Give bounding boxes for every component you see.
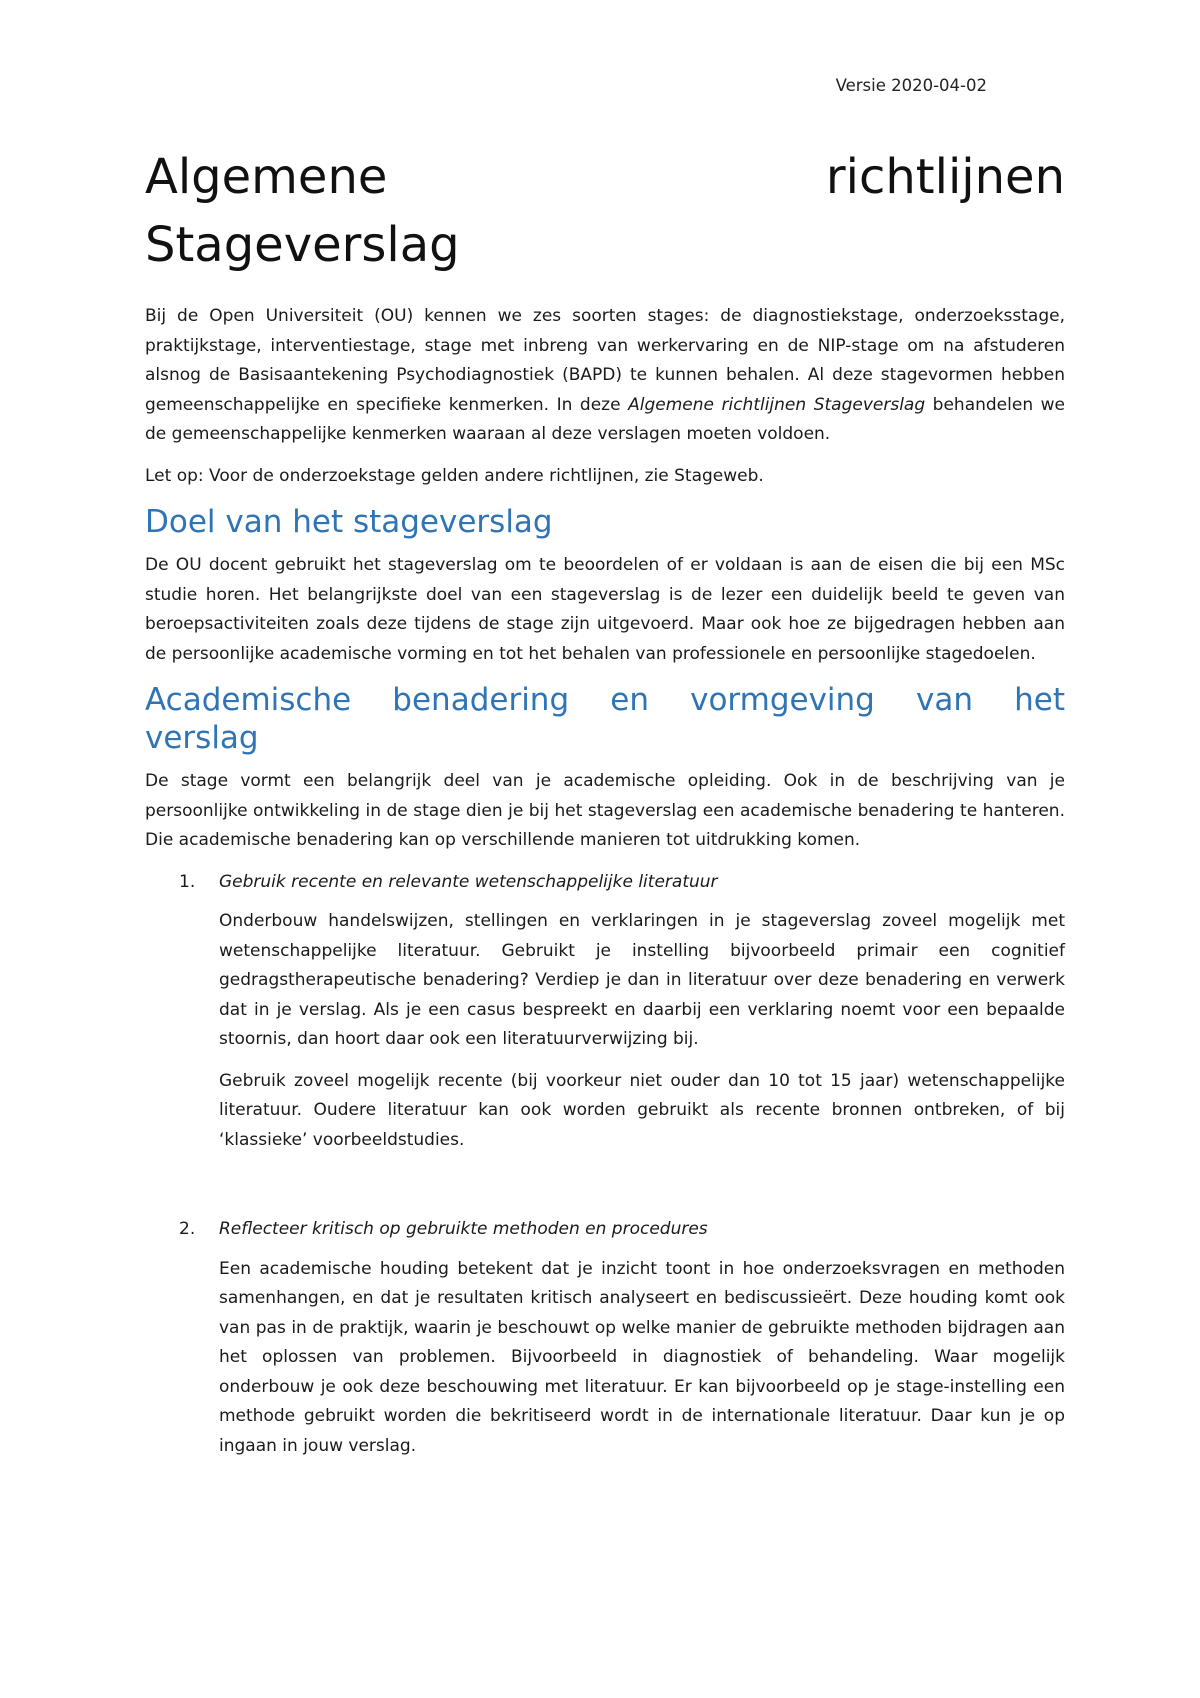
list-item-heading: Gebruik recente en relevante wetenschappelijke literatuur xyxy=(219,871,718,892)
intro-text-start: Bij de Open Universiteit (OU) kennen we zes soorten stages: de diagnostiekstage, onderzoeksstage, praktijkstage, interventiestage, stage met inbreng van werkervaring en de NIP-stage om na afstuderen alsnog de Basisaantekening Psychodiagnostiek (BAPD) te kunnen behalen. Al deze stagevormen hebben gemeenschappelijke en specifieke kenmerken. In deze xyxy=(145,306,1065,415)
intro-emphasis: Algemene richtlijnen Stageverslag xyxy=(628,394,926,415)
section-heading-academische xyxy=(145,681,1065,757)
list-item-heading: Reflecteer kritisch op gebruikte methoden en procedures xyxy=(219,1219,708,1239)
title-line-2: Stageverslag xyxy=(145,217,460,273)
list-item-paragraph: Gebruik zoveel mogelijk recente (bij voorkeur niet ouder dan 10 tot 15 jaar) wetenschappelijke literatuur. Oudere literatuur kan ook worden gebruikt als recente bronnen ontbreken, of bij ‘klassieke’ voorbeeldstudies. xyxy=(219,1070,1065,1150)
section-heading-line-2: verslag xyxy=(145,720,259,756)
note-paragraph: Let op: Voor de onderzoekstage gelden andere richtlijnen, zie Stageweb. xyxy=(145,465,764,486)
list-spacer xyxy=(145,1167,1065,1215)
list-item xyxy=(145,1215,1065,1461)
list-item-number: 1. xyxy=(179,871,196,892)
intro-text-end: behandelen we de gemeenschappelijke kenmerken waaraan al deze verslagen moeten voldoen. xyxy=(145,394,1065,444)
document-content xyxy=(145,302,1065,1473)
section-heading-doel: Doel van het stageverslag xyxy=(145,504,553,540)
version-label: Versie 2020-04-02 xyxy=(835,76,987,95)
list-item-number: 2. xyxy=(179,1219,196,1239)
list-item xyxy=(145,868,1065,1156)
academische-paragraph: De stage vormt een belangrijk deel van je academische opleiding. Ook in de beschrijving van je persoonlijke ontwikkeling in de stage dien je bij het stageverslag een academische benadering te hanteren. Die academische benadering kan op verschillende manieren tot uitdrukking komen. xyxy=(145,771,1065,850)
list-item-paragraph: Onderbouw handelswijzen, stellingen en verklaringen in je stageverslag zoveel mogelijk met wetenschappelijke literatuur. Gebruikt je instelling bijvoorbeeld primair een cognitief gedragstherapeutische benadering? Verdiep je dan in literatuur over deze benadering en verwerk dat in je verslag. Als je een casus bespreekt en daarbij een verklaring noemt voor een bepaalde stoornis, dan hoort daar ook een literatuurverwijzing bij. xyxy=(219,911,1065,1049)
guideline-list xyxy=(145,868,1065,1462)
intro-paragraph xyxy=(145,302,1065,450)
title-word-algemene: Algemene xyxy=(145,149,388,205)
title-line-1 xyxy=(145,143,1065,211)
document-title xyxy=(145,143,1065,279)
list-item-paragraph: Een academische houding betekent dat je inzicht toont in hoe onderzoeksvragen en methoden samenhangen, en dat je resultaten kritisch analyseert en bediscussieërt. Deze houding komt ook van pas in de praktijk, waarin je beschouwt op welke manier de gebruikte methoden bijdragen aan het oplossen van problemen. Bijvoorbeeld in diagnostiek of behandeling. Waar mogelijk onderbouw je ook deze beschouwing met literatuur. Er kan bijvoorbeeld op je stage-instelling een methode gebruikt worden die bekritiseerd wordt in de internationale literatuur. Daar kun je op ingaan in jouw verslag. xyxy=(219,1258,1065,1456)
doel-paragraph: De OU docent gebruikt het stageverslag om te beoordelen of er voldaan is aan de eisen die bij een MSc studie horen. Het belangrijkste doel van een stageverslag is de lezer een duidelijk beeld te geven van beroepsactiviteiten zoals deze tijdens de stage zijn uitgevoerd. Maar ook hoe ze bijgedragen hebben aan de persoonlijke academische vorming en tot het behalen van professionele en persoonlijke stagedoelen. xyxy=(145,555,1065,664)
section-heading-line-1: Academische benadering en vormgeving van het xyxy=(145,682,1065,718)
title-word-richtlijnen: richtlijnen xyxy=(825,149,1065,205)
